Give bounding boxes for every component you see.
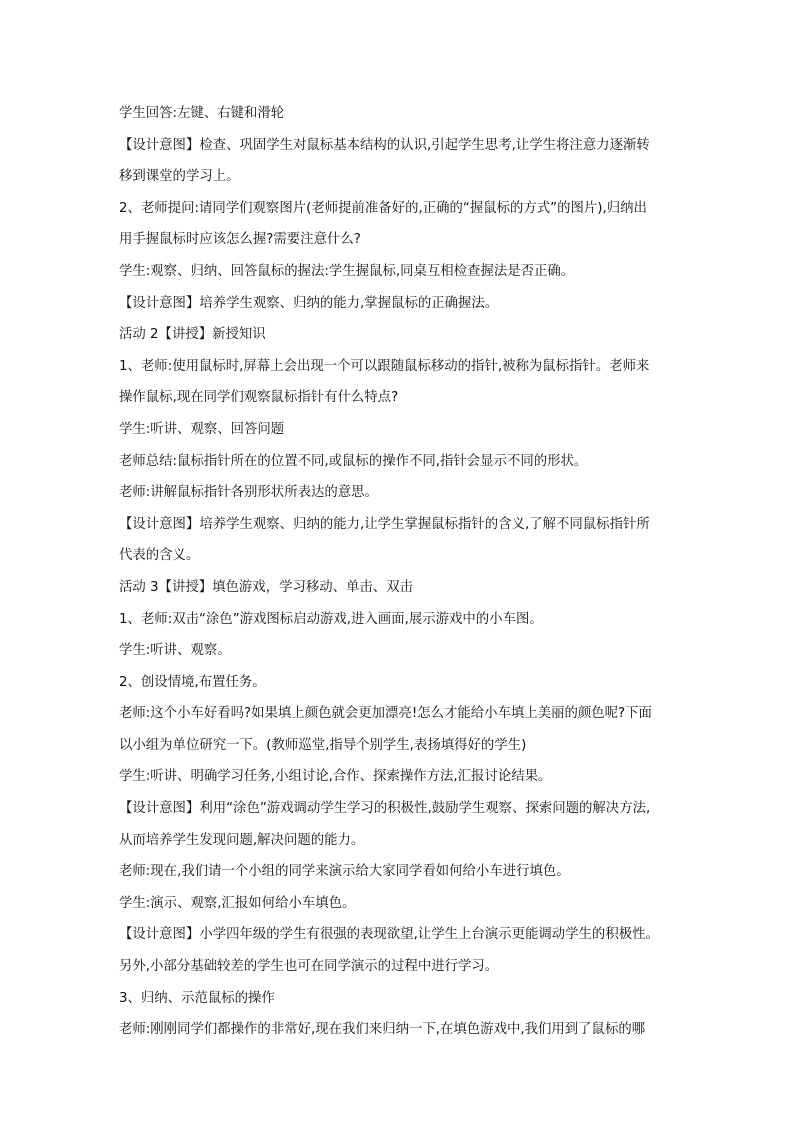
text-line: 【设计意图】培养学生观察、归纳的能力,让学生掌握鼠标指针的含义,了解不同鼠标指针所 [119, 516, 650, 532]
text-line: 老师:讲解鼠标指针各别形状所表达的意思。 [119, 485, 378, 501]
text-line: 2、创设情境,布置任务。 [119, 674, 266, 690]
text-line: 以小组为单位研究一下。(教师巡堂,指导个别学生,表扬填得好的学生) [119, 737, 527, 753]
text-line: 1、老师:双击“涂色”游戏图标启动游戏,进入画面,展示游戏中的小车图。 [119, 611, 543, 627]
text-line: 【设计意图】小学四年级的学生有很强的表现欲望,让学生上台演示更能调动学生的积极性。 [119, 927, 659, 943]
text-line: 学生回答:左键、右键和滑轮 [119, 106, 285, 121]
text-line: 代表的含义。 [119, 548, 200, 564]
text-line: 1、老师:使用鼠标时,屏幕上会出现一个可以跟随鼠标移动的指针,被称为鼠标指针。老师来 [119, 358, 650, 374]
text-line: 老师:现在,我们请一个小组的同学来演示给大家同学看如何给小车进行填色。 [119, 864, 570, 880]
text-line: 学生:听讲、观察、回答问题 [119, 421, 285, 437]
text-line: 老师:刚刚同学们都操作的非常好,现在我们来归纳一下,在填色游戏中,我们用到了鼠标的哪 [119, 1022, 646, 1038]
text-line: 学生:听讲、观察。 [119, 643, 231, 659]
text-line: 学生:听讲、明确学习任务,小组讨论,合作、探索操作方法,汇报讨论结果。 [119, 769, 552, 785]
text-line: 用手握鼠标时应该怎么握?需要注意什么? [119, 232, 361, 248]
text-line: 移到课堂的学习上。 [119, 169, 240, 185]
text-line: 【设计意图】培养学生观察、归纳的能力,掌握鼠标的正确握法。 [119, 295, 499, 311]
text-line: 【设计意图】利用“涂色”游戏调动学生学习的积极性,鼓励学生观察、探索问题的解决方法, [119, 801, 651, 817]
text-line: 学生:观察、归纳、回答鼠标的握法:学生握鼠标,同桌互相检查握法是否正确。 [119, 263, 575, 279]
text-line: 从而培养学生发现问题,解决问题的能力。 [119, 832, 365, 848]
text-line: 【设计意图】检查、巩固学生对鼠标基本结构的认识,引起学生思考,让学生将注意力逐渐转 [119, 137, 650, 153]
activity-heading: 活动 3【讲授】填色游戏，学习移动、单击、双击 [119, 579, 413, 595]
text-line: 3、归纳、示范鼠标的操作 [119, 990, 275, 1006]
text-line: 老师总结:鼠标指针所在的位置不同,或鼠标的操作不同,指针会显示不同的形状。 [119, 453, 588, 469]
text-line: 老师:这个小车好看吗?如果填上颜色就会更加漂亮!怎么才能给小车填上美丽的颜色呢?下面 [119, 706, 652, 722]
document-body [119, 98, 681, 1046]
text-line: 2、老师提问:请同学们观察图片(老师提前准备好的,正确的“握鼠标的方式”的图片),归纳出 [119, 200, 647, 216]
text-line: 另外,小部分基础较差的学生也可在同学演示的过程中进行学习。 [119, 959, 499, 975]
activity-heading: 活动 2【讲授】新授知识 [119, 327, 266, 343]
text-line: 操作鼠标,现在同学们观察鼠标指针有什么特点? [119, 390, 399, 406]
text-line: 学生:演示、观察,汇报如何给小车填色。 [119, 895, 356, 911]
